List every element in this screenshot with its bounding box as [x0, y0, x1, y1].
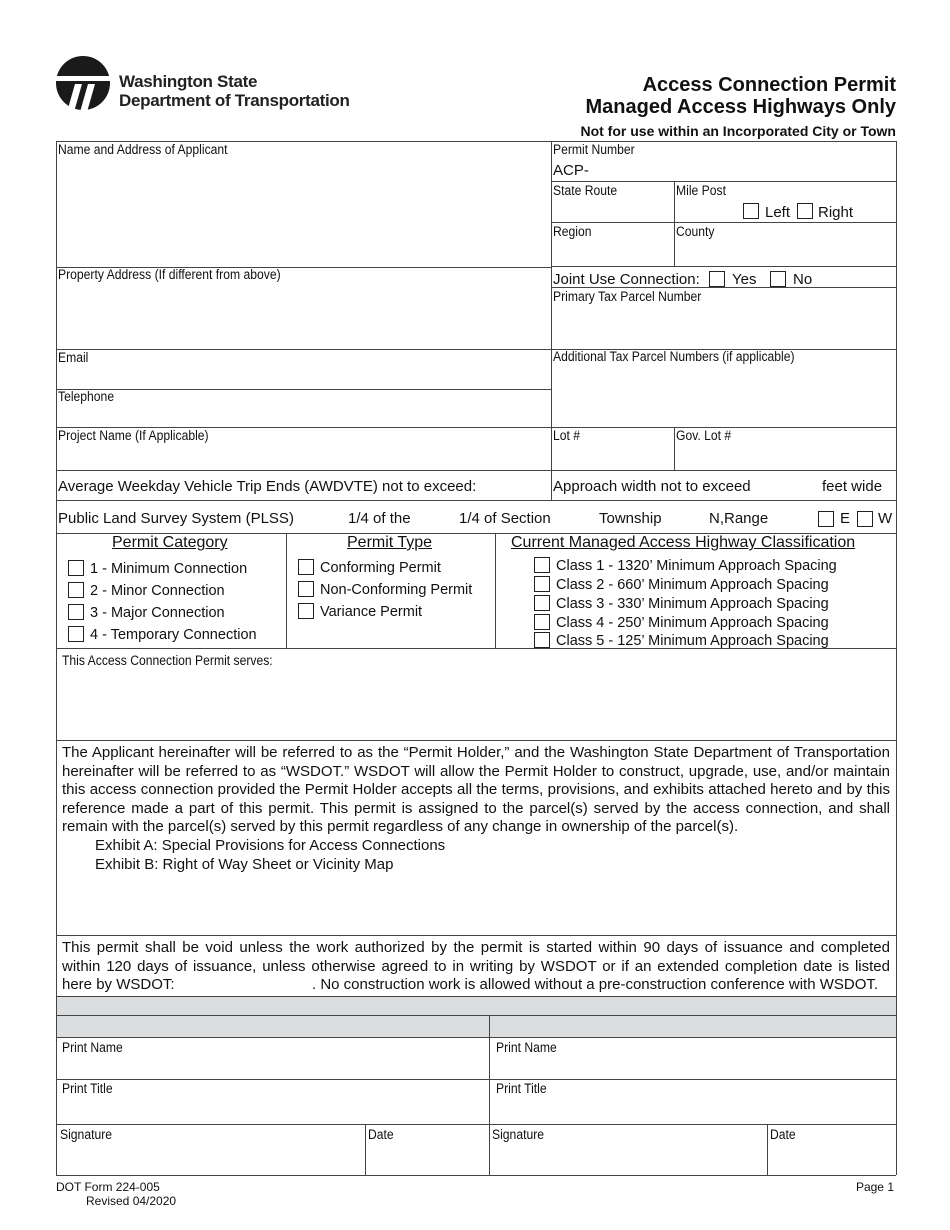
awdvte-field[interactable]: Average Weekday Vehicle Trip Ends (AWDVTE) not to exceed:	[58, 478, 477, 495]
region-field[interactable]: Region	[553, 224, 592, 239]
feet-wide-label: feet wide	[822, 478, 883, 495]
agency-name	[119, 72, 350, 110]
permit-serves-field[interactable]: This Access Connection Permit serves:	[62, 653, 273, 668]
wsdot-signature-field[interactable]: Signature	[492, 1127, 545, 1142]
joint-use-yes-checkbox[interactable]	[709, 271, 725, 287]
void-clause-line-2: within 120 days of issuance, unless otherwise agreed to in writing by WSDOT or if an extended completion date is listed	[62, 958, 890, 975]
plss-label: Public Land Survey System (PLSS)	[58, 510, 294, 527]
plss-quarter-of-the[interactable]: 1/4 of the	[348, 510, 411, 527]
left-checkbox[interactable]	[743, 203, 759, 219]
category-3-label: 3 - Major Connection	[90, 605, 225, 621]
exhibit-b: Exhibit B: Right of Way Sheet or Vicinity Map	[95, 856, 394, 873]
category-4-label: 4 - Temporary Connection	[90, 627, 257, 643]
category-4-checkbox[interactable]	[68, 626, 84, 642]
type-variance-label: Variance Permit	[320, 604, 423, 620]
plss-east-label: E	[840, 510, 851, 527]
applicant-print-name-field[interactable]: Print Name	[62, 1040, 123, 1055]
page-title: Access Connection Permit	[642, 74, 896, 96]
plss-range[interactable]: N,Range	[709, 510, 769, 527]
category-3-checkbox[interactable]	[68, 604, 84, 620]
agency-line-2: Department of Transportation	[119, 91, 350, 110]
additional-tax-parcel-field[interactable]: Additional Tax Parcel Numbers (if applicable)	[553, 349, 795, 364]
category-2-label: 2 - Minor Connection	[90, 583, 225, 599]
type-variance-checkbox[interactable]	[298, 603, 314, 619]
county-field[interactable]: County	[676, 224, 715, 239]
permit-number-label: Permit Number	[553, 142, 635, 157]
joint-use-label: Joint Use Connection:	[553, 271, 700, 288]
approach-width-field[interactable]: Approach width not to exceed	[553, 478, 751, 495]
wsdot-date-field[interactable]: Date	[770, 1127, 796, 1142]
type-nonconforming-label: Non-Conforming Permit	[320, 582, 473, 598]
class-3-label: Class 3 - 330’ Minimum Approach Spacing	[556, 596, 829, 612]
category-2-checkbox[interactable]	[68, 582, 84, 598]
applicant-signature-field[interactable]: Signature	[60, 1127, 113, 1142]
title-block	[580, 74, 896, 141]
completion-date-field[interactable]	[180, 976, 310, 994]
classification-heading: Current Managed Access Highway Classification	[511, 534, 856, 551]
class-5-label: Class 5 - 125’ Minimum Approach Spacing	[556, 633, 829, 649]
permit-category-heading: Permit Category	[112, 534, 228, 551]
plss-west-checkbox[interactable]	[857, 511, 873, 527]
wsdot-print-name-field[interactable]: Print Name	[496, 1040, 557, 1055]
page-number: Page 1	[855, 1180, 894, 1194]
applicant-print-title-field[interactable]: Print Title	[62, 1081, 113, 1096]
applicant-name-address-field[interactable]: Name and Address of Applicant	[58, 142, 228, 157]
joint-use-no-checkbox[interactable]	[770, 271, 786, 287]
agreement-paragraph: The Applicant hereinafter will be referred to as the “Permit Holder,” and the Washington State Department of Transportation hereinafter will be referred to as “WSDOT.” WSDOT will allow the Permit Holder to construct, upgrade, use, and/or maintain this access connection provided the Permit Holder accepts all the terms, provisions, and exhibits attached hereto and by this reference made a part of this permit. This permit is assigned to the parcel(s) served by the access connection, and shall remain with the parcel(s) served by this permit regardless of any change in ownership of the parcel(s).	[62, 744, 890, 835]
class-4-label: Class 4 - 250’ Minimum Approach Spacing	[556, 615, 829, 631]
wsdot-logo	[55, 54, 111, 117]
void-clause-line-3a: here by WSDOT:	[62, 976, 175, 993]
permit-type-heading: Permit Type	[347, 534, 433, 551]
class-2-checkbox[interactable]	[534, 576, 550, 592]
class-5-checkbox[interactable]	[534, 632, 550, 648]
plss-east-checkbox[interactable]	[818, 511, 834, 527]
project-name-field[interactable]: Project Name (If Applicable)	[58, 428, 209, 443]
agency-line-1: Washington State	[119, 72, 258, 91]
state-route-field[interactable]: State Route	[553, 183, 618, 198]
restriction-note: Not for use within an Incorporated City or Town	[580, 123, 896, 139]
form-number: DOT Form 224-005	[56, 1180, 160, 1194]
wsdot-logo-icon	[55, 54, 111, 112]
left-label: Left	[765, 204, 791, 221]
plss-quarter-of-section[interactable]: 1/4 of Section	[459, 510, 551, 527]
plss-township[interactable]: Township	[599, 510, 662, 527]
type-conforming-label: Conforming Permit	[320, 560, 441, 576]
property-address-field[interactable]: Property Address (If different from above)	[58, 267, 281, 282]
type-nonconforming-checkbox[interactable]	[298, 581, 314, 597]
type-conforming-checkbox[interactable]	[298, 559, 314, 575]
void-clause-line-3b: . No construction work is allowed without a pre-construction conference with WSDOT.	[312, 976, 879, 993]
category-1-checkbox[interactable]	[68, 560, 84, 576]
right-label: Right	[818, 204, 854, 221]
class-3-checkbox[interactable]	[534, 595, 550, 611]
wsdot-print-title-field[interactable]: Print Title	[496, 1081, 547, 1096]
telephone-field[interactable]: Telephone	[58, 389, 115, 404]
permit-number-field[interactable]: ACP-	[553, 162, 589, 179]
plss-west-label: W	[878, 510, 893, 527]
class-1-checkbox[interactable]	[534, 557, 550, 573]
lot-field[interactable]: Lot #	[553, 428, 581, 443]
void-clause-line-1: This permit shall be void unless the work authorized by the permit is started within 90 days of issuance and completed	[62, 939, 890, 956]
class-2-label: Class 2 - 660’ Minimum Approach Spacing	[556, 577, 829, 593]
right-checkbox[interactable]	[797, 203, 813, 219]
mile-post-field[interactable]: Mile Post	[676, 183, 726, 198]
revision-date: Revised 04/2020	[86, 1194, 177, 1208]
joint-use-no-label: No	[793, 271, 813, 288]
primary-tax-parcel-field[interactable]: Primary Tax Parcel Number	[553, 289, 702, 304]
class-1-label: Class 1 - 1320’ Minimum Approach Spacing	[556, 558, 837, 574]
class-4-checkbox[interactable]	[534, 614, 550, 630]
category-1-label: 1 - Minimum Connection	[90, 561, 248, 577]
gov-lot-field[interactable]: Gov. Lot #	[676, 428, 732, 443]
page-subtitle: Managed Access Highways Only	[585, 96, 896, 118]
joint-use-yes-label: Yes	[732, 271, 757, 288]
email-field[interactable]: Email	[58, 350, 89, 365]
exhibit-a: Exhibit A: Special Provisions for Access Connections	[95, 837, 446, 854]
applicant-date-field[interactable]: Date	[368, 1127, 394, 1142]
